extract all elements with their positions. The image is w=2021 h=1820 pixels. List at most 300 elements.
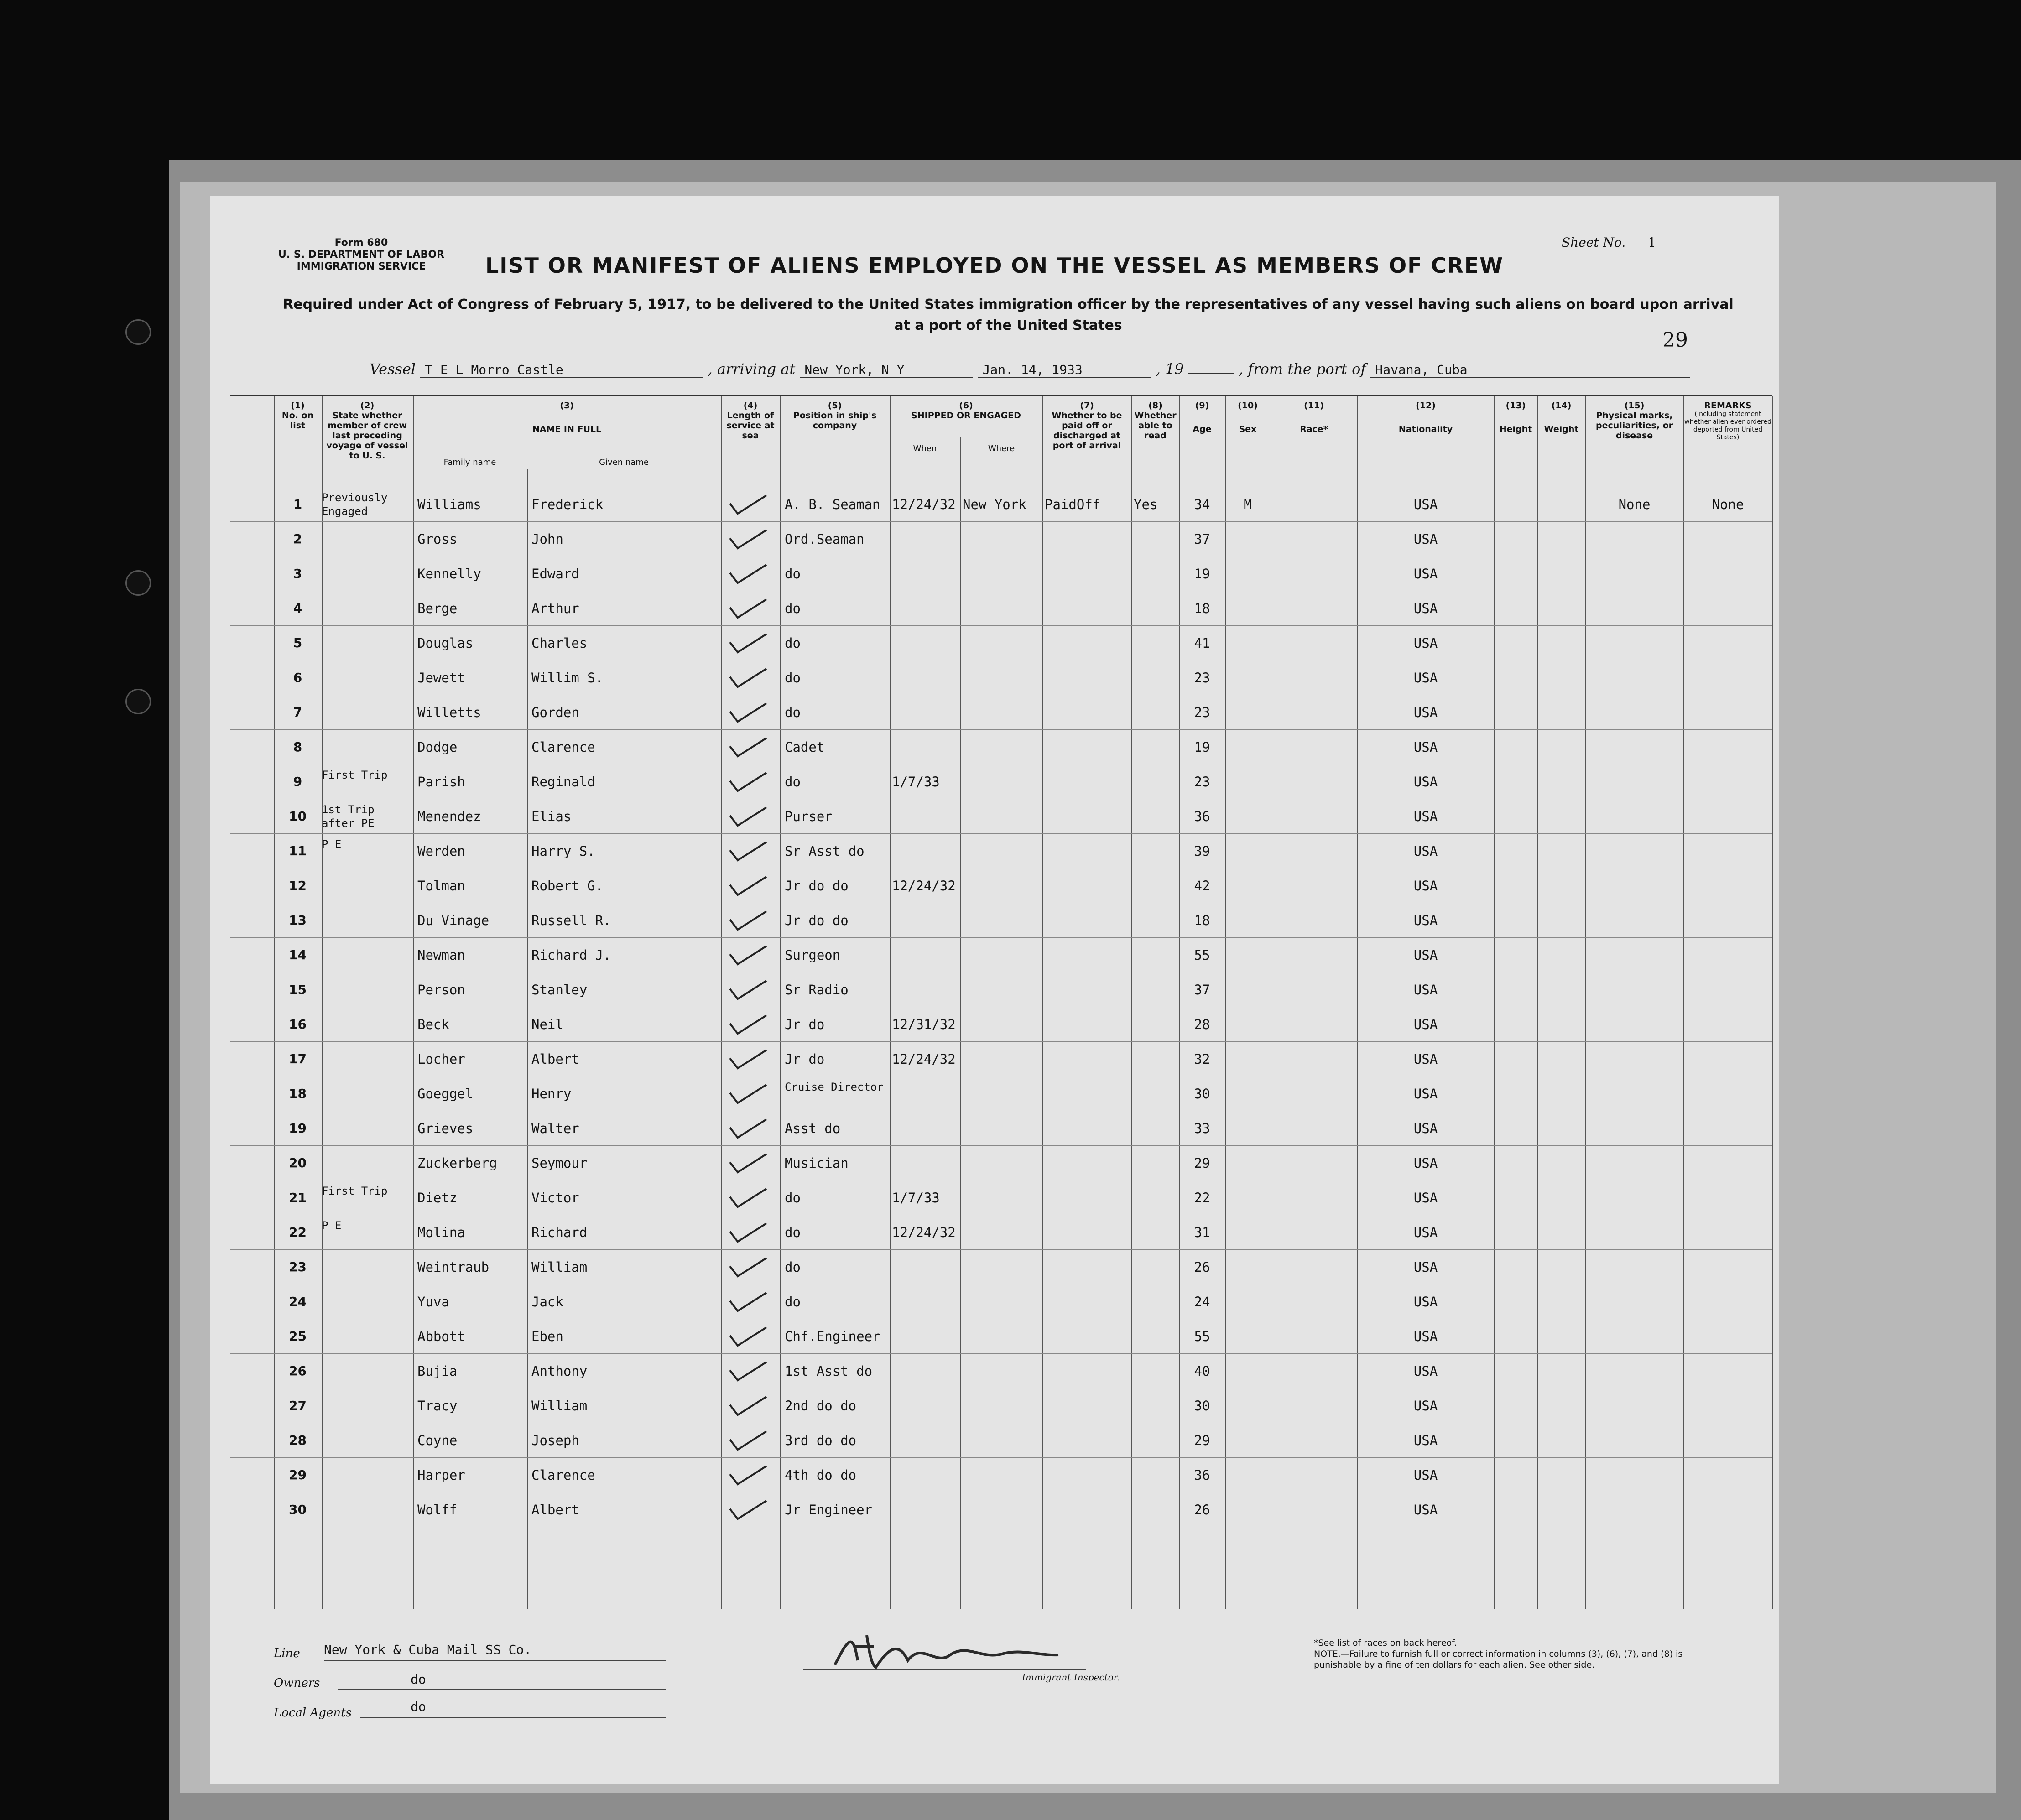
cell-paid <box>1045 1250 1131 1284</box>
cell-when: 12/31/32 <box>892 1017 956 1032</box>
line-value: New York & Cuba Mail SS Co. <box>324 1642 532 1657</box>
cell-paid <box>1045 591 1131 626</box>
cell-sex <box>1225 1354 1271 1388</box>
cell-paid <box>1045 1215 1131 1250</box>
cell-marks <box>1585 522 1683 556</box>
cell-prev: P E <box>322 838 342 851</box>
cell-age: 30 <box>1194 1398 1210 1414</box>
table-row <box>230 522 1772 556</box>
races-note: *See list of races on back hereof. <box>1314 1638 1457 1648</box>
cell-no: 8 <box>293 739 302 754</box>
cell-family: Berge <box>417 601 458 616</box>
cell-when <box>892 972 960 1007</box>
cell-where <box>963 1146 1042 1180</box>
cell-where <box>963 591 1042 626</box>
cell-sex <box>1225 1215 1271 1250</box>
cell-family: Williams <box>417 497 481 512</box>
service-name: IMMIGRATION SERVICE <box>297 261 426 272</box>
cell-where <box>963 660 1042 695</box>
cell-age: 26 <box>1194 1259 1210 1275</box>
cell-prev <box>322 1146 413 1184</box>
cell-prev <box>322 1319 413 1357</box>
cell-remarks <box>1683 695 1772 730</box>
cell-paid <box>1045 903 1131 938</box>
cell-nat: USA <box>1413 1225 1438 1240</box>
cell-given: Stanley <box>531 982 588 998</box>
cell-sex <box>1225 1284 1271 1319</box>
year-label: , 19 <box>1156 360 1184 378</box>
cell-read <box>1134 1319 1179 1354</box>
check-mark-icon <box>728 598 769 620</box>
inspector-rule <box>803 1669 1086 1670</box>
cell-where <box>963 1423 1042 1458</box>
cell-read <box>1134 1388 1179 1423</box>
cell-position: A. B. Seaman <box>785 497 880 512</box>
cell-read <box>1134 660 1179 695</box>
cell-remarks <box>1683 938 1772 972</box>
table-row <box>230 972 1772 1007</box>
cell-given: Gorden <box>531 705 579 720</box>
cell-sex <box>1225 591 1271 626</box>
cell-sex <box>1225 1250 1271 1284</box>
cell-read <box>1134 1492 1179 1527</box>
cell-sex <box>1225 1423 1271 1458</box>
cell-remarks <box>1683 834 1772 868</box>
cell-nat: USA <box>1413 1467 1438 1483</box>
cell-nat: USA <box>1413 1017 1438 1032</box>
cell-paid <box>1045 626 1131 660</box>
cell-remarks <box>1683 1492 1772 1527</box>
cell-read <box>1134 1458 1179 1492</box>
cell-when <box>892 522 960 556</box>
cell-read <box>1134 1042 1179 1076</box>
column-divider <box>1772 396 1773 1609</box>
cell-given: Willim S. <box>531 670 604 686</box>
owners-rule <box>338 1689 666 1690</box>
cell-marks <box>1585 556 1683 591</box>
cell-prev <box>322 1423 413 1461</box>
table-row <box>230 799 1772 834</box>
cell-no: 28 <box>289 1433 307 1448</box>
cell-paid <box>1045 1423 1131 1458</box>
cell-age: 55 <box>1194 1329 1210 1344</box>
cell-when <box>892 556 960 591</box>
cell-family: Douglas <box>417 635 474 651</box>
cell-remarks <box>1683 868 1772 903</box>
cell-where <box>963 730 1042 764</box>
cell-marks <box>1585 1492 1683 1527</box>
cell-prev <box>322 938 413 976</box>
cell-family: Jewett <box>417 670 465 686</box>
owners-label: Owners <box>274 1676 320 1690</box>
cell-position: Cruise Director <box>785 1081 884 1093</box>
cell-marks <box>1585 591 1683 626</box>
table-row <box>230 903 1772 938</box>
cell-given: Walter <box>531 1121 579 1136</box>
cell-nat: USA <box>1413 531 1438 547</box>
cell-family: Yuva <box>417 1294 449 1310</box>
check-mark-icon <box>728 1464 769 1487</box>
cell-family: Harper <box>417 1467 465 1483</box>
binder-hole <box>125 689 151 714</box>
cell-family: Molina <box>417 1225 465 1240</box>
cell-position: Jr do <box>785 1051 825 1067</box>
cell-remarks <box>1683 1146 1772 1180</box>
cell-marks <box>1585 1458 1683 1492</box>
cell-age: 28 <box>1194 1017 1210 1032</box>
cell-no: 14 <box>289 947 307 962</box>
header-col-3: (3) NAME IN FULL <box>532 400 602 434</box>
cell-family: Werden <box>417 843 465 859</box>
cell-paid <box>1045 1042 1131 1076</box>
check-mark-icon <box>728 528 769 551</box>
cell-paid <box>1045 522 1131 556</box>
cell-prev <box>322 1388 413 1427</box>
cell-remarks <box>1683 1111 1772 1146</box>
cell-marks <box>1585 1319 1683 1354</box>
cell-nat: USA <box>1413 1121 1438 1136</box>
cell-remarks <box>1683 1423 1772 1458</box>
table-row <box>230 695 1772 730</box>
cell-read <box>1134 1111 1179 1146</box>
manifest-subtitle: Required under Act of Congress of February 5, 1917, to be delivered to the United States immigration officer by the representatives of any vessel having such aliens on board upon arrival at a port of the United States <box>283 296 1734 333</box>
table-row <box>230 1423 1772 1458</box>
manifest-sheet <box>210 196 1779 1784</box>
header-col-6: (6) SHIPPED OR ENGAGED <box>911 400 1021 421</box>
cell-paid <box>1045 1146 1131 1180</box>
cell-given: Jack <box>531 1294 563 1310</box>
cell-when: 12/24/32 <box>892 1225 956 1240</box>
cell-position: Jr do do <box>785 878 849 894</box>
cell-when <box>892 626 960 660</box>
check-mark-icon <box>728 632 769 655</box>
cell-no: 24 <box>289 1294 307 1309</box>
cell-read <box>1134 591 1179 626</box>
cell-where <box>963 972 1042 1007</box>
cell-paid <box>1045 695 1131 730</box>
cell-no: 5 <box>293 635 302 650</box>
cell-where <box>963 834 1042 868</box>
header-where: Where <box>988 444 1015 453</box>
cell-nat: USA <box>1413 705 1438 720</box>
cell-nat: USA <box>1413 1363 1438 1379</box>
cell-prev <box>322 1458 413 1496</box>
cell-where <box>963 1284 1042 1319</box>
cell-sex <box>1225 938 1271 972</box>
cell-age: 23 <box>1194 774 1210 790</box>
cell-marks <box>1585 834 1683 868</box>
cell-position: do <box>785 705 801 720</box>
cell-position: do <box>785 601 801 616</box>
line-rule <box>324 1660 666 1661</box>
cell-where <box>963 1076 1042 1111</box>
cell-position: do <box>785 635 801 651</box>
cell-prev <box>322 868 413 907</box>
check-mark-icon <box>728 1118 769 1140</box>
cell-given: Charles <box>531 635 588 651</box>
cell-where <box>963 903 1042 938</box>
cell-when <box>892 730 960 764</box>
cell-family: Tracy <box>417 1398 458 1414</box>
cell-family: Coyne <box>417 1433 458 1448</box>
cell-given: Seymour <box>531 1155 588 1171</box>
cell-remarks <box>1683 764 1772 799</box>
header-col-7: (7) Whether to be paid off or discharged at port of arrival <box>1052 400 1122 451</box>
cell-when <box>892 1284 960 1319</box>
cell-sex <box>1225 764 1271 799</box>
cell-where <box>963 1180 1042 1215</box>
cell-position: Musician <box>785 1155 849 1171</box>
header-col-10: (10) Sex <box>1238 400 1258 434</box>
cell-no: 16 <box>289 1017 307 1032</box>
footer-notes <box>1314 1638 1724 1670</box>
cell-no: 18 <box>289 1086 307 1101</box>
cell-remarks <box>1683 1007 1772 1042</box>
cell-paid <box>1045 1111 1131 1146</box>
cell-read <box>1134 764 1179 799</box>
cell-sex <box>1225 1458 1271 1492</box>
cell-when <box>892 1319 960 1354</box>
header-col-15: (15) Physical marks, peculiarities, or disease <box>1595 400 1673 441</box>
cell-where <box>963 1215 1042 1250</box>
sheet-label: Sheet No. <box>1561 235 1626 250</box>
cell-marks <box>1585 764 1683 799</box>
cell-age: 36 <box>1194 809 1210 824</box>
cell-paid <box>1045 1007 1131 1042</box>
table-row <box>230 1076 1772 1111</box>
cell-read <box>1134 903 1179 938</box>
cell-prev: P E <box>322 1219 342 1232</box>
cell-given: Neil <box>531 1017 563 1032</box>
cell-no: 26 <box>289 1363 307 1378</box>
check-mark-icon <box>728 1499 769 1522</box>
cell-nat: USA <box>1413 1294 1438 1310</box>
cell-given: Russell R. <box>531 913 611 928</box>
cell-position: Jr do <box>785 1017 825 1032</box>
check-mark-icon <box>728 771 769 794</box>
cell-read <box>1134 1250 1179 1284</box>
cell-sex <box>1225 868 1271 903</box>
cell-position: do <box>785 1190 801 1206</box>
check-mark-icon <box>728 910 769 932</box>
cell-sex <box>1225 1111 1271 1146</box>
cell-where <box>963 1250 1042 1284</box>
cell-marks <box>1585 972 1683 1007</box>
cell-where <box>963 1354 1042 1388</box>
cell-paid <box>1045 1319 1131 1354</box>
cell-age: 34 <box>1194 497 1210 512</box>
cell-prev <box>322 1042 413 1080</box>
cell-nat: USA <box>1413 982 1438 998</box>
cell-prev <box>322 695 413 733</box>
cell-position: do <box>785 1225 801 1240</box>
cell-age: 37 <box>1194 982 1210 998</box>
cell-prev: Previously Engaged <box>322 491 388 518</box>
cell-position: do <box>785 1259 801 1275</box>
cell-family: Beck <box>417 1017 449 1032</box>
check-mark-icon <box>728 944 769 967</box>
header-col-14: (14) Weight <box>1544 400 1579 434</box>
cell-read <box>1134 556 1179 591</box>
year-blank <box>1188 373 1234 374</box>
cell-where <box>963 1458 1042 1492</box>
cell-where <box>963 626 1042 660</box>
cell-when <box>892 1146 960 1180</box>
cell-age: 31 <box>1194 1225 1210 1240</box>
cell-paid <box>1045 764 1131 799</box>
cell-no: 30 <box>289 1502 307 1517</box>
department-name: U. S. DEPARTMENT OF LABOR <box>278 249 444 260</box>
cell-prev <box>322 972 413 1011</box>
cell-marks <box>1585 1423 1683 1458</box>
cell-remarks <box>1683 660 1772 695</box>
cell-remarks <box>1683 1076 1772 1111</box>
vessel-label: Vessel <box>370 360 416 378</box>
cell-family: Newman <box>417 947 465 963</box>
cell-no: 13 <box>289 913 307 928</box>
cell-where <box>963 764 1042 799</box>
cell-age: 40 <box>1194 1363 1210 1379</box>
form-number: Form 680 <box>334 237 388 249</box>
cell-family: Wolff <box>417 1502 458 1518</box>
cell-family: Bujia <box>417 1363 458 1379</box>
cell-family: Dietz <box>417 1190 458 1206</box>
cell-sex <box>1225 799 1271 834</box>
cell-no: 2 <box>293 531 302 546</box>
cell-family: Menendez <box>417 809 481 824</box>
cell-paid <box>1045 834 1131 868</box>
cell-given: Clarence <box>531 739 595 755</box>
cell-family: Zuckerberg <box>417 1155 497 1171</box>
cell-prev <box>322 730 413 768</box>
cell-sex <box>1225 626 1271 660</box>
cell-nat: USA <box>1413 774 1438 790</box>
table-row <box>230 1146 1772 1180</box>
cell-no: 15 <box>289 982 307 997</box>
cell-age: 23 <box>1194 705 1210 720</box>
cell-when <box>892 1492 960 1527</box>
cell-read <box>1134 1284 1179 1319</box>
cell-when: 1/7/33 <box>892 1190 940 1206</box>
cell-no: 9 <box>293 774 302 789</box>
table-row <box>230 1284 1772 1319</box>
cell-remarks <box>1683 1388 1772 1423</box>
table-row <box>230 1215 1772 1250</box>
cell-no: 29 <box>289 1467 307 1482</box>
manifest-title: LIST OR MANIFEST OF ALIENS EMPLOYED ON THE VESSEL AS MEMBERS OF CREW <box>485 253 1504 278</box>
cell-read <box>1134 972 1179 1007</box>
header-when: When <box>913 444 937 453</box>
cell-no: 20 <box>289 1155 307 1170</box>
agents-rule <box>360 1717 666 1718</box>
inspector-signature <box>830 1628 1068 1679</box>
check-mark-icon <box>728 667 769 690</box>
cell-paid <box>1045 730 1131 764</box>
manifest-footer <box>246 1633 1775 1770</box>
cell-family: Weintraub <box>417 1259 490 1275</box>
table-row <box>230 556 1772 591</box>
check-mark-icon <box>728 1256 769 1279</box>
cell-no: 21 <box>289 1190 307 1205</box>
cell-read: Yes <box>1134 497 1158 512</box>
cell-read <box>1134 868 1179 903</box>
cell-marks <box>1585 938 1683 972</box>
cell-sex <box>1225 1319 1271 1354</box>
cell-no: 12 <box>289 878 307 893</box>
cell-where <box>963 522 1042 556</box>
check-mark-icon <box>728 1360 769 1383</box>
binder-hole <box>125 319 151 345</box>
cell-remarks <box>1683 799 1772 834</box>
cell-no: 23 <box>289 1259 307 1274</box>
cell-nat: USA <box>1413 1502 1438 1518</box>
cell-read <box>1134 1076 1179 1111</box>
cell-no: 25 <box>289 1329 307 1344</box>
table-row <box>230 626 1772 660</box>
check-mark-icon <box>728 1395 769 1418</box>
cell-read <box>1134 695 1179 730</box>
cell-paid <box>1045 1284 1131 1319</box>
check-mark-icon <box>728 1187 769 1210</box>
cell-given: Edward <box>531 566 579 582</box>
cell-given: Frederick <box>531 497 604 512</box>
owners-value: do <box>411 1672 426 1687</box>
cell-remarks <box>1683 591 1772 626</box>
cell-when <box>892 1458 960 1492</box>
cell-nat: USA <box>1413 947 1438 963</box>
cell-nat: USA <box>1413 497 1438 512</box>
table-row <box>230 1492 1772 1527</box>
cell-when: 12/24/32 <box>892 1051 956 1067</box>
cell-when <box>892 1423 960 1458</box>
cell-nat: USA <box>1413 843 1438 859</box>
table-row <box>230 834 1772 868</box>
cell-remarks <box>1683 1354 1772 1388</box>
cell-prev <box>322 660 413 699</box>
cell-age: 36 <box>1194 1467 1210 1483</box>
cell-nat: USA <box>1413 1051 1438 1067</box>
cell-where <box>963 1492 1042 1527</box>
cell-where <box>963 1007 1042 1042</box>
cell-read <box>1134 1007 1179 1042</box>
cell-read <box>1134 1423 1179 1458</box>
cell-no: 27 <box>289 1398 307 1413</box>
cell-prev <box>322 1250 413 1288</box>
cell-age: 18 <box>1194 601 1210 616</box>
cell-sex <box>1225 730 1271 764</box>
cell-family: Parish <box>417 774 465 790</box>
cell-prev <box>322 1354 413 1392</box>
cell-sex <box>1225 1007 1271 1042</box>
cell-remarks <box>1683 1042 1772 1076</box>
cell-family: Kennelly <box>417 566 481 582</box>
cell-age: 41 <box>1194 635 1210 651</box>
binder-hole <box>125 570 151 596</box>
header-col-4: (4) Length of service at sea <box>726 400 775 441</box>
cell-sex <box>1225 660 1271 695</box>
cell-age: 26 <box>1194 1502 1210 1518</box>
cell-nat: USA <box>1413 601 1438 616</box>
table-row <box>230 1354 1772 1388</box>
cell-given: Robert G. <box>531 878 604 894</box>
cell-prev <box>322 591 413 629</box>
cell-position: do <box>785 566 801 582</box>
cell-family: Du Vinage <box>417 913 490 928</box>
cell-prev: First Trip <box>322 769 388 781</box>
cell-nat: USA <box>1413 809 1438 824</box>
cell-family: Person <box>417 982 465 998</box>
cell-no: 7 <box>293 705 302 720</box>
